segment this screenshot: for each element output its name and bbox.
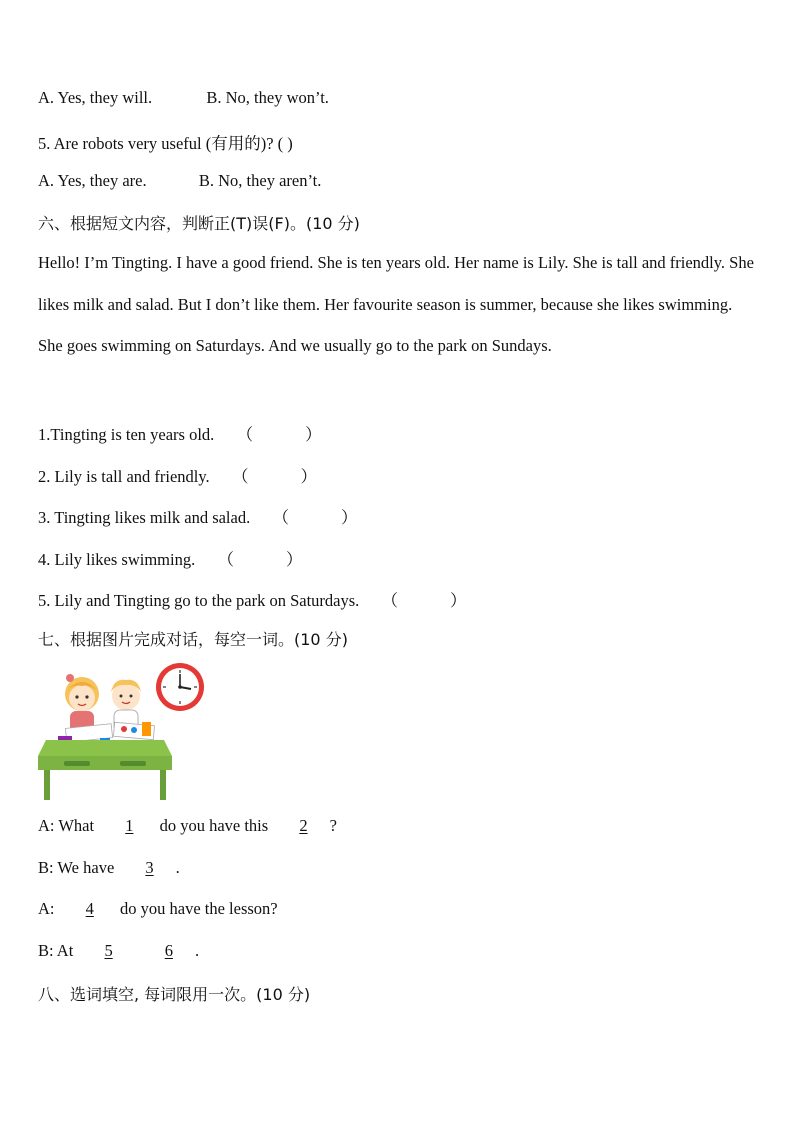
- girl-figure: [65, 674, 99, 733]
- blank-5[interactable]: 5: [104, 941, 113, 960]
- q5-option-b: B. No, they aren’t.: [198, 171, 322, 190]
- dialog-text: do you have this: [155, 816, 273, 835]
- section6-passage: Hello! I’m Tingting. I have a good friend. She is ten years old. Her name is Lily. She is tall and friendly. She likes milk and salad. But I don’t like them. Her favourite season is summer, because she likes swimming. She goes swimming on Saturdays. And we usually go to the park on Sundays.: [38, 253, 754, 355]
- dialog-text: do you have the lesson?: [115, 899, 278, 918]
- tf-item-text: 2. Lily is tall and friendly.: [38, 467, 210, 486]
- tf-item-text: 4. Lily likes swimming.: [38, 550, 196, 569]
- dialog-text: .: [175, 858, 180, 877]
- blank-6[interactable]: 6: [164, 941, 173, 960]
- blank-1[interactable]: 1: [125, 816, 134, 835]
- tf-item-5: [38, 587, 467, 611]
- q4-option-b: B. No, they won’t.: [206, 88, 329, 107]
- section7-heading: 七、根据图片完成对话，每空一词。(10 分): [38, 630, 348, 649]
- desk-figure: [38, 740, 172, 800]
- tf-item-2: [38, 463, 317, 487]
- answer-bracket-close: ）: [340, 508, 358, 527]
- tf-item-text: 5. Lily and Tingting go to the park on Saturdays.: [38, 591, 360, 610]
- q5-options: [38, 171, 321, 191]
- q4-option-a: A. Yes, they will.: [38, 88, 153, 107]
- answer-bracket-close: ）: [300, 467, 317, 486]
- q5-option-a: A. Yes, they are.: [38, 171, 147, 190]
- dialog-text: .: [194, 941, 200, 960]
- dialog-line-3: [38, 899, 278, 919]
- answer-bracket-close: ）: [450, 591, 467, 610]
- answer-bracket-open: （: [272, 508, 289, 527]
- dialog-text: A:: [38, 899, 59, 918]
- q5-question: 5. Are robots very useful (有用的)? ( ): [38, 134, 293, 153]
- q4-options: [38, 88, 329, 108]
- blank-2[interactable]: 2: [299, 816, 308, 835]
- answer-bracket-open: （: [217, 550, 234, 569]
- dialog-text: B: At: [38, 941, 78, 960]
- dialog-text: ?: [329, 816, 337, 835]
- blank-4[interactable]: 4: [85, 899, 94, 918]
- tf-item-text: 3. Tingting likes milk and salad.: [38, 508, 251, 527]
- kids-at-desk-illustration: [36, 660, 208, 802]
- blank-3[interactable]: 3: [145, 858, 154, 877]
- section6-heading: 六、根据短文内容，判断正(T)误(F)。(10 分): [38, 214, 360, 233]
- dialog-text: B: We have: [38, 858, 119, 877]
- tf-item-text: 1.Tingting is ten years old.: [38, 425, 215, 444]
- tf-item-4: [38, 546, 302, 570]
- dialog-line-1: [38, 816, 337, 836]
- answer-bracket-close: ）: [285, 550, 303, 569]
- tf-item-1: [38, 421, 322, 445]
- answer-bracket-open: （: [381, 591, 399, 610]
- tf-item-3: [38, 504, 357, 528]
- section8-heading: 八、选词填空, 每词限用一次。(10 分): [38, 985, 311, 1004]
- dialog-line-2: [38, 858, 180, 878]
- answer-bracket-close: ）: [305, 425, 322, 444]
- dialog-text: A: What: [38, 816, 99, 835]
- answer-bracket-open: （: [236, 425, 254, 444]
- answer-bracket-open: （: [231, 467, 249, 486]
- dialog-line-4: [38, 941, 199, 961]
- clock-icon: [156, 663, 204, 711]
